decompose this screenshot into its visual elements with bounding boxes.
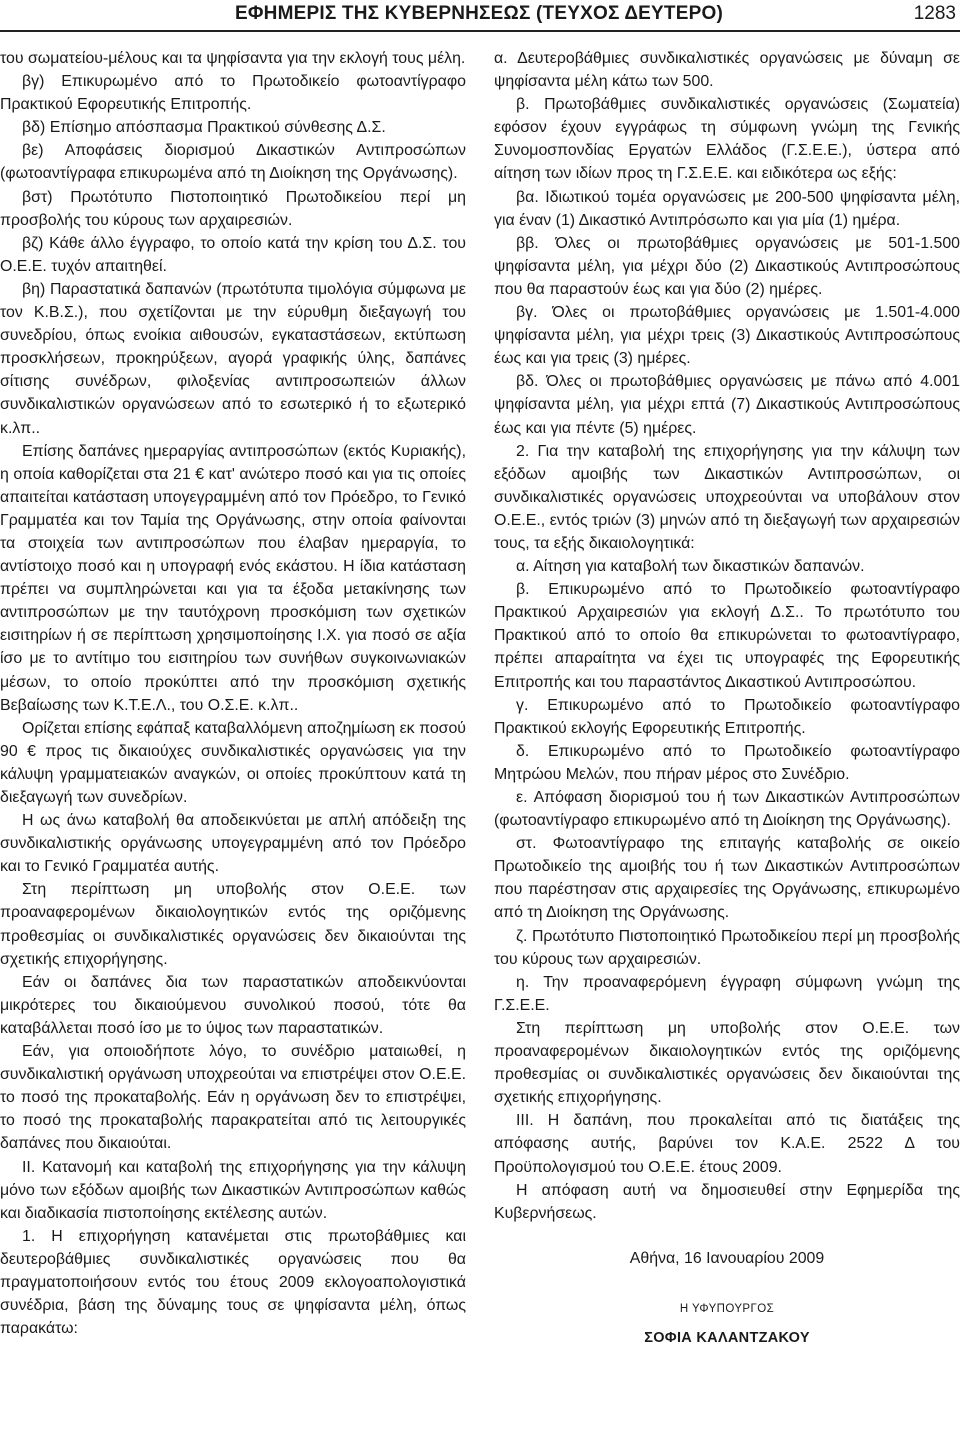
paragraph: Η ως άνω καταβολή θα αποδεικνύεται με απλή απόδειξη της συνδικαλιστικής οργάνωσης υπογεγραμμένη από τον Πρόεδρο και το Γενικό Γραμματέα αυτής. [0,812,466,876]
paragraph: ΙΙΙ. Η δαπάνη, που προκαλείται από τις διατάξεις της απόφασης αυτής, βαρύνει τον Κ.Α.Ε. 2522 Δ του Προϋπολογισμού του Ο.Ε.Ε. έτους 2009. [494,1112,960,1176]
paragraph: βγ. Όλες οι πρωτοβάθμιες οργανώσεις με 1.501-4.000 ψηφίσαντα μέλη, για μέχρι τρεις (3) Δικαστικούς Αντιπροσώπους έως και για τρεις (3) ημέρες. [494,304,960,368]
right-column [494,47,960,1350]
gazette-title: ΕΦΗΜΕΡΙΣ ΤΗΣ ΚΥΒΕΡΝΗΣΕΩΣ (ΤΕΥΧΟΣ ΔΕΥΤΕΡΟ) [235,3,723,24]
paragraph: στ. Φωτοαντίγραφο της επιταγής καταβολής σε οικείο Πρωτοδικείο της αμοιβής του ή των Δικαστικών Αντιπροσώπων που παρέστησαν στις αρχαιρεσίες της Οργάνωσης, επικυρωμένο από τη Διοίκηση της Οργάνωσης. [494,835,960,922]
header-divider [0,30,960,32]
paragraph: η. Την προαναφερόμενη έγγραφη σύμφωνη γνώμη της Γ.Σ.Ε.Ε. [494,973,960,1014]
signatory-name: ΣΟΦΙΑ ΚΑΛΑΝΤΖΑΚΟΥ [644,1329,810,1346]
paragraph: α. Δευτεροβάθμιες συνδικαλιστικές οργανώσεις με δύναμη σε ψηφίσαντα μέλη κάτω των 500. [494,50,960,91]
paragraph: Εάν οι δαπάνες δια των παραστατικών αποδεικνύονται μικρότερες του δικαιούμενου συνολικού ποσού, τότε θα καταβάλλεται ποσό ίσο με το ύψος των παραστατικών. [0,973,466,1037]
signature-date: Αθήνα, 16 Ιανουαρίου 2009 [629,1249,825,1267]
paragraph: Στη περίπτωση μη υποβολής στον Ο.Ε.Ε. των προαναφερομένων δικαιολογητικών εντός της οριζόμενης προθεσμίας οι συνδικαλιστικές οργανώσεις δεν δικαιούνται της σχετικής επιχορήγησης. [0,881,466,968]
paragraph: βγ) Επικυρωμένο από το Πρωτοδικείο φωτοαντίγραφο Πρακτικού Εφορευτικής Επιτροπής. [0,73,466,114]
page-number: 1283 [913,3,956,24]
paragraph: ζ. Πρωτότυπο Πιστοποιητικό Πρωτοδικείου περί μη προσβολής του κύρους των αρχαιρεσιών. [494,927,960,968]
paragraph: βδ) Επίσημο απόσπασμα Πρακτικού σύνθεσης Δ.Σ. [22,119,386,137]
paragraph: ΙΙ. Κατανομή και καταβολή της επιχορήγησης για την κάλυψη μόνο των εξόδων αμοιβής των Δικαστικών Αντιπροσώπων καθώς και διαδικασία πιστοποίησης εκτέλεσης αυτών. [0,1158,466,1222]
paragraph: Εάν, για οποιοδήποτε λόγο, το συνέδριο ματαιωθεί, η συνδικαλιστική οργάνωση υποχρεούται να επιστρέψει στον Ο.Ε.Ε. το ποσό της προκαταβολής. Εάν η οργάνωση δεν το επιστρέψει, το ποσό της προκαταβολής παρακρατείται από τις λειτουργικές δαπάνες που δικαιούται. [0,1043,466,1153]
paragraph: β. Επικυρωμένο από το Πρωτοδικείο φωτοαντίγραφο Πρακτικού Αρχαιρεσιών για εκλογή Δ.Σ.. Το πρωτότυπο του Πρακτικού από το οποίο θα επικυρώνεται το φωτοαντίγραφο, πρέπει απαραίτητα να έχει τις υπογραφές της Εφορευτικής Επιτροπής και του παραστάντος Δικαστικού Αντιπροσώπου. [494,581,960,691]
paragraph: Ορίζεται επίσης εφάπαξ καταβαλλόμενη αποζημίωση εκ ποσού 90 € προς τις δικαιούχες συνδικαλιστικές οργανώσεις για την κάλυψη γραμματειακών αναγκών, οι οποίες προκύπτουν κατά τη διεξαγωγή των συνεδρίων. [0,719,466,806]
paragraph: βη) Παραστατικά δαπανών (πρωτότυπα τιμολόγια σύμφωνα με τον Κ.Β.Σ.), που σχετίζονται με την εύρυθμη διεξαγωγή του συνεδρίου, όπως ενοίκια αιθουσών, εγκαταστάσεων, εκτύπωση προσκλήσεων, προκηρύξεων, αγορά γραφικής ύλης, δαπάνες σίτισης συνέδρων, φιλοξενίας αντιπροσωπειών άλλων συνδικαλιστικών οργανώσεων από το εσωτερικό ή το εξωτερικό κ.λπ.. [0,280,466,437]
signature-block [494,1247,960,1350]
paragraph: Στη περίπτωση μη υποβολής στον Ο.Ε.Ε. των προαναφερομένων δικαιολογητικών εντός της οριζόμενης προθεσμίας οι συνδικαλιστικές οργανώσεις δεν δικαιούνται της σχετικής επιχορήγησης. [494,1019,960,1107]
signatory-role: Η ΥΦΥΠΟΥΡΓΟΣ [679,1302,775,1315]
paragraph: δ. Επικυρωμένο από το Πρωτοδικείο φωτοαντίγραφο Μητρώου Μελών, που πήραν μέρος στο Συνέδριο. [494,742,960,783]
paragraph: ε. Απόφαση διορισμού του ή των Δικαστικών Αντιπροσώπων (φωτοαντίγραφο επικυρωμένο από τη Διοίκηση της Οργάνωσης). [494,789,960,830]
page-header [0,0,960,36]
paragraph: 1. Η επιχορήγηση κατανέμεται στις πρωτοβάθμιες και δευτεροβάθμιες συνδικαλιστικές οργανώσεις που θα πραγματοποιήσουν εντός του έτους 2009 εκλογοαπολογιστικά συνέδρια, βάση της δύναμης τους σε ψηφίσαντα μέλη, όπως παρακάτω: [0,1227,466,1338]
left-column [0,47,466,1340]
paragraph: βδ. Όλες οι πρωτοβάθμιες οργανώσεις με πάνω από 4.001 ψηφίσαντα μέλη, για μέχρι επτά (7) Δικαστικούς Αντιπροσώπους έως και για πέντε (5) ημέρες. [494,373,960,437]
paragraph: βα. Ιδιωτικού τομέα οργανώσεις με 200-500 ψηφίσαντα μέλη, για έναν (1) Δικαστικό Αντιπρόσωπο και για μία (1) ημέρα. [494,188,960,229]
paragraph: Επίσης δαπάνες ημεραργίας αντιπροσώπων (εκτός Κυριακής), η οποία καθορίζεται στα 21 € κατ' ανώτερο ποσό και για τις οποίες απαιτείται κατάσταση υπογεγραμμένη από τον Πρόεδρο, το Γενικό Γραμματέα και τον Ταμία της Οργάνωσης, στην οποία φαίνονται τα στοιχεία των αντιπροσώπων που έλαβαν ημεραργία, το αντίστοιχο ποσό και η υπογραφή ενός εκάστου. Η ίδια κατάσταση πρέπει να συμπληρώνεται και για τα έξοδα μετακίνησης των αντιπροσώπων με την ταυτόχρονη προσκόμιση των σχετικών εισιτηρίων ή σε περίπτωση χρησιμοποίησης Ι.Χ. για ποσό σε αξία ίσο με το αντίτιμο του εισιτηρίου των συνήθων συγκοινωνιακών μέσων, το οποίο προκύπτει από την προσκόμιση σχετικής Βεβαίωσης των Κ.Τ.Ε.Λ., του Ο.Σ.Ε. κ.λπ.. [0,442,466,714]
paragraph: ββ. Όλες οι πρωτοβάθμιες οργανώσεις με 501-1.500 ψηφίσαντα μέλη, για μέχρι δύο (2) Δικαστικούς Αντιπροσώπους που θα παραστούν έως και για δύο (2) ημέρες. [494,234,960,298]
paragraph: Η απόφαση αυτή να δημοσιευθεί στην Εφημερίδα της Κυβερνήσεως. [494,1181,960,1222]
paragraph: βε) Αποφάσεις διορισμού Δικαστικών Αντιπροσώπων (φωτοαντίγραφα επικυρωμένα από τη Διοίκηση της Οργάνωσης). [0,142,466,183]
paragraph: β. Πρωτοβάθμιες συνδικαλιστικές οργανώσεις (Σωματεία) εφόσον έχουν εγγράφως τη σύμφωνη γνώμη της Γενικής Συνομοσπονδίας Εργατών Ελλάδος (Γ.Σ.Ε.Ε.), ύστερα από αίτηση των ιδίων προς τη Γ.Σ.Ε.Ε. και ειδικότερα ως εξής: [494,96,960,183]
paragraph: βζ) Κάθε άλλο έγγραφο, το οποίο κατά την κρίση του Δ.Σ. του Ο.Ε.Ε. τυχόν απαιτηθεί. [0,234,466,275]
paragraph: α. Αίτηση για καταβολή των δικαστικών δαπανών. [516,558,865,576]
paragraph: βστ) Πρωτότυπο Πιστοποιητικό Πρωτοδικείου περί μη προσβολής του κύρους των αρχαιρεσιών. [0,188,466,229]
paragraph: 2. Για την καταβολή της επιχορήγησης για την κάλυψη των εξόδων αμοιβής των Δικαστικών Αντιπροσώπων, οι συνδικαλιστικές οργανώσεις υποχρεούνται να υποβάλουν στον Ο.Ε.Ε., εντός τριών (3) μηνών από τη διεξαγωγή των αρχαιρεσιών τους, τα εξής δικαιολογητικά: [494,442,960,552]
paragraph: γ. Επικυρωμένο από το Πρωτοδικείο φωτοαντίγραφο Πρακτικού εκλογής Εφορευτικής Επιτροπής. [494,696,960,737]
paragraph: του σωματείου-μέλους και τα ψηφίσαντα για την εκλογή τους μέλη. [0,50,466,67]
